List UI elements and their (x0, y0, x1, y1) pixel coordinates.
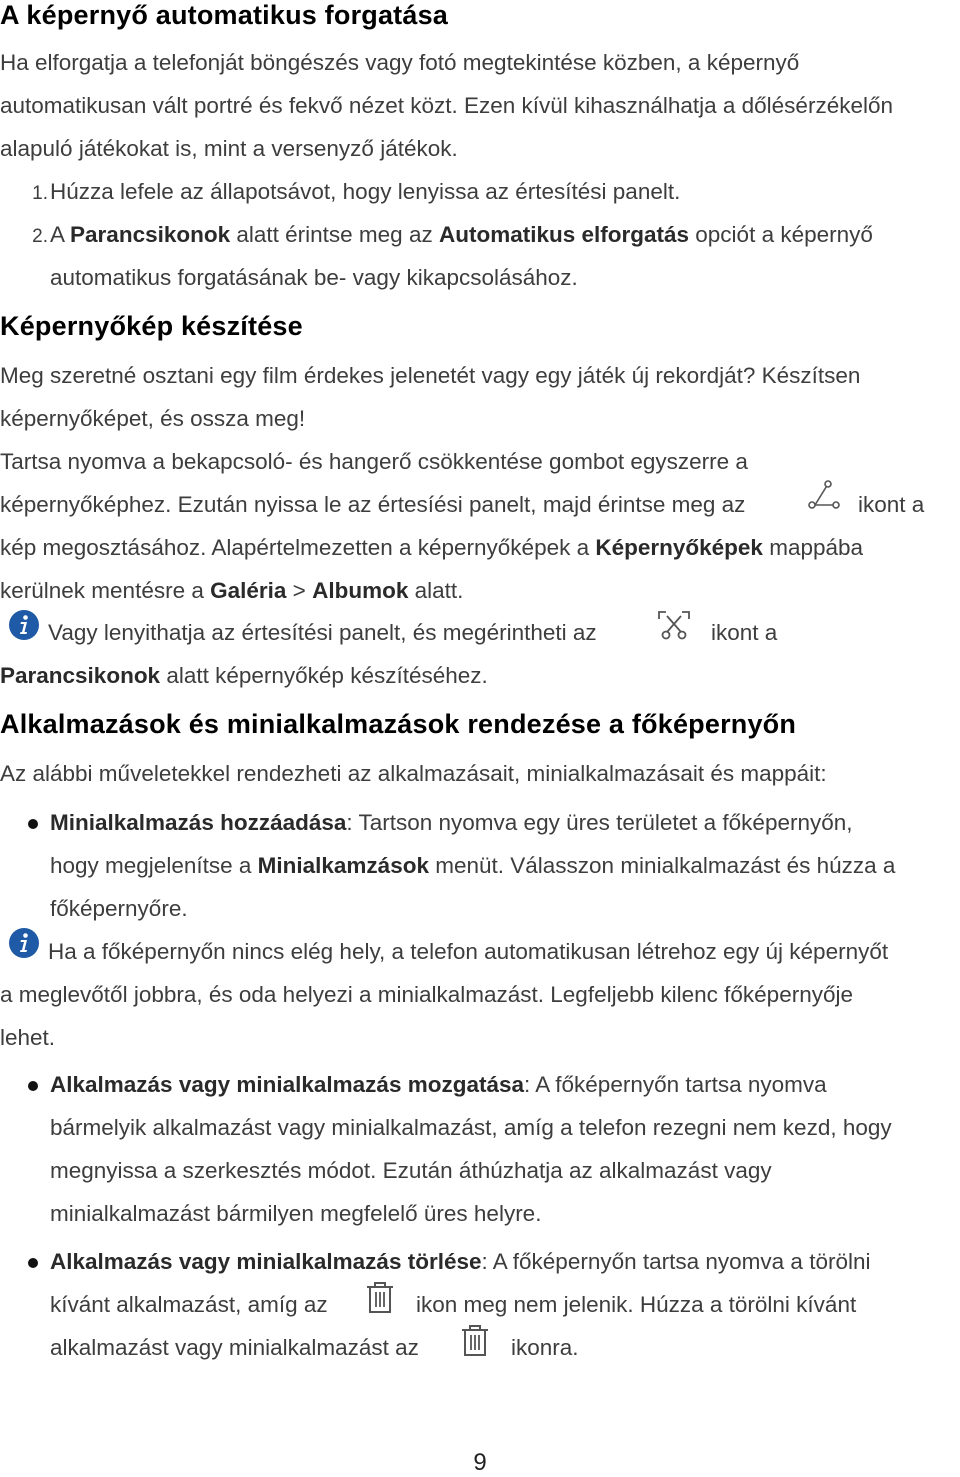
bold-term: Parancsikonok (0, 663, 161, 688)
section-title-arrange-apps: Alkalmazások és minialkalmazások rendezése a főképernyőn (0, 709, 797, 739)
paragraph-line: Az alábbi műveletekkel rendezheti az alkalmazásait, minialkalmazásait és mappáit: (0, 761, 827, 786)
bold-term: Alkalmazás vagy minialkalmazás mozgatása (50, 1072, 524, 1097)
list-item-line: kívánt alkalmazást, amíg az (50, 1292, 328, 1317)
list-item-line: megnyissa a szerkesztés módot. Ezután áthúzhatja az alkalmazást vagy (50, 1158, 772, 1183)
info-icon (8, 609, 40, 641)
step-2-continuation: automatikus forgatásának be- vagy kikapcsolásához. (50, 265, 578, 290)
step-text: Húzza lefele az állapotsávot, hogy lenyissa az értesítési panelt. (50, 179, 681, 204)
list-item-line: alkalmazást vagy minialkalmazást az (50, 1335, 419, 1360)
paragraph-line: automatikusan vált portré és fekvő nézet közt. Ezen kívül kihasználhatja a dőlésérzékelőn (0, 93, 893, 118)
bold-term: Albumok (312, 578, 409, 603)
list-item-line (50, 1072, 827, 1098)
bullet (28, 1258, 38, 1268)
paragraph-line: Tartsa nyomva a bekapcsoló- és hangerő csökkentése gombot egyszerre a (0, 449, 748, 474)
list-item-line: minialkalmazást bármilyen megfelelő üres helyre. (50, 1201, 542, 1226)
text: mappába (762, 535, 864, 560)
bullet (28, 1081, 38, 1091)
bold-term: Automatikus elforgatás (438, 222, 690, 247)
paragraph-line: Meg szeretné osztani egy film érdekes jelenetét vagy egy játék új rekordját? Készítsen (0, 363, 861, 388)
bold-term: Minialkalmazás hozzáadása (50, 810, 347, 835)
list-item-line (50, 853, 895, 879)
step-text: A (50, 222, 71, 247)
paragraph-line: képernyőképhez. Ezután nyissa le az értesíési panelt, majd érintse meg az (0, 492, 746, 517)
section-title-screenshot: Képernyőkép készítése (0, 311, 303, 341)
step-text: alatt érintse meg az (230, 222, 439, 247)
text: alatt képernyőkép készítéséhez. (160, 663, 488, 688)
list-item-line (50, 1249, 870, 1275)
step-text: opciót a képernyő (689, 222, 873, 247)
info-icon (8, 927, 40, 959)
paragraph-line: Ha elforgatja a telefonját böngészés vagy fotó megtekintése közben, a képernyő (0, 50, 800, 75)
note-line: ikont a (711, 620, 778, 645)
note-line: Ha a főképernyőn nincs elég hely, a telefon automatikusan létrehoz egy új képernyőt (48, 939, 889, 964)
note-line: a meglevőtől jobbra, és oda helyezi a minialkalmazást. Legfeljebb kilenc főképernyője (0, 982, 853, 1007)
section-title-auto-rotate: A képernyő automatikus forgatása (0, 0, 449, 30)
bold-term: Parancsikonok (70, 222, 231, 247)
trash-icon (459, 1324, 491, 1358)
list-item-line: főképernyőre. (50, 896, 188, 921)
note-line: lehet. (0, 1025, 56, 1050)
step-1 (0, 179, 680, 205)
bold-term: Képernyőképek (595, 535, 763, 560)
text: kép megosztásához. Alapértelmezetten a képernyőképek a (0, 535, 596, 560)
text: alatt. (408, 578, 464, 603)
text: hogy megjelenítse a (50, 853, 258, 878)
bold-term: Minialkamzások (257, 853, 429, 878)
text: : A főképernyőn tartsa nyomva a törölni (481, 1249, 871, 1274)
page-number: 9 (473, 1449, 487, 1476)
screenshot-scissors-icon (657, 610, 691, 642)
paragraph-line: alapuló játékokat is, mint a versenyző játékok. (0, 136, 458, 161)
bold-term: Galéria (210, 578, 287, 603)
paragraph-line (0, 578, 463, 604)
text: : A főképernyőn tartsa nyomva (524, 1072, 827, 1097)
list-item-line: ikon meg nem jelenik. Húzza a törölni kívánt (416, 1292, 857, 1317)
share-icon (806, 480, 842, 512)
step-2 (0, 222, 873, 248)
bullet (28, 819, 38, 829)
text: menüt. Válasszon minialkalmazást és húzza a (428, 853, 896, 878)
list-item-line: ikonra. (511, 1335, 579, 1360)
bold-term: Alkalmazás vagy minialkalmazás törlése (50, 1249, 482, 1274)
paragraph-line (0, 535, 863, 561)
paragraph-line: képernyőképet, és ossza meg! (0, 406, 306, 431)
step-number: 2. (32, 226, 48, 247)
list-item-line: bármelyik alkalmazást vagy minialkalmazást, amíg a telefon rezegni nem kezd, hogy (50, 1115, 892, 1140)
step-number: 1. (32, 183, 48, 204)
text: : Tartson nyomva egy üres területet a főképernyőn, (346, 810, 853, 835)
list-item-line (50, 810, 853, 836)
note-line (0, 663, 488, 689)
paragraph-line: ikont a (858, 492, 925, 517)
text: > (286, 578, 313, 603)
text: kerülnek mentésre a (0, 578, 211, 603)
trash-icon (364, 1281, 396, 1315)
note-line: Vagy lenyithatja az értesítési panelt, és megérintheti az (48, 620, 597, 645)
